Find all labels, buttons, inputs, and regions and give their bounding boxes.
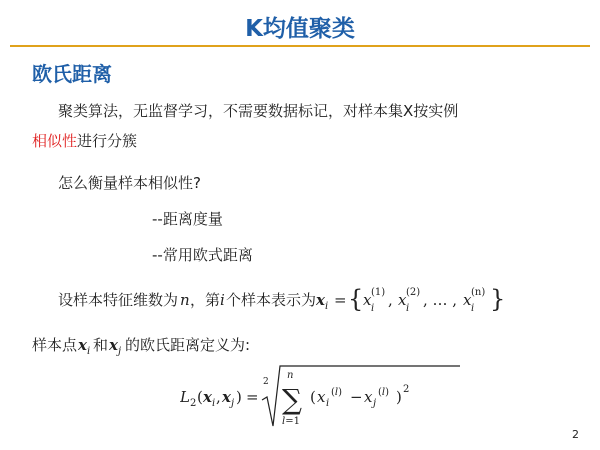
svg-text:(2): (2) (406, 287, 421, 298)
svg-text:n: n (180, 291, 190, 309)
svg-text:}: } (490, 285, 506, 313)
svg-text:，第: ，第 (190, 291, 221, 309)
svg-text:i: i (406, 303, 410, 314)
svg-text:的欧氏距离定义为:: 的欧氏距离定义为: (125, 336, 251, 354)
section-heading: 欧氏距离 (32, 62, 112, 86)
svg-text:,: , (216, 388, 221, 406)
svg-text:, … ,: , … , (423, 291, 458, 309)
setup-formula (58, 284, 588, 318)
svg-text:x: x (398, 291, 407, 309)
euclidean-distance-formula (180, 362, 460, 432)
sum-symbol: ∑ (282, 383, 302, 416)
svg-text:=: = (246, 388, 259, 406)
title-underline (10, 45, 590, 47)
slide-title: K均值聚类 (245, 16, 355, 42)
svg-text:=: = (334, 291, 347, 309)
svg-text:i: i (212, 398, 216, 409)
svg-text:x: x (109, 336, 118, 354)
svg-text:i: i (371, 303, 375, 314)
intro-text-line2 (32, 130, 137, 151)
question-text: 怎么衡量样本相似性? (58, 174, 201, 192)
svg-text:(: ( (310, 388, 316, 406)
svg-text:和: 和 (93, 336, 109, 354)
root-index: 2 (263, 377, 269, 387)
svg-text:(: ( (197, 388, 203, 406)
svg-text:i: i (220, 291, 225, 309)
svg-text:(1): (1) (371, 287, 386, 298)
option-distance-metric: --距离度量 (152, 210, 223, 228)
option-euclidean: --常用欧式距离 (152, 246, 253, 264)
intro-highlight: 相似性 (32, 132, 78, 150)
svg-text:2: 2 (190, 398, 197, 409)
svg-text:j: j (231, 398, 235, 409)
svg-text:L: L (180, 388, 190, 406)
setup-line (58, 285, 588, 318)
svg-text:x: x (364, 388, 373, 406)
svg-text:i: i (471, 303, 475, 314)
svg-text:x: x (222, 388, 231, 406)
svg-text:x: x (317, 388, 326, 406)
svg-text:l=1: l=1 (282, 416, 300, 427)
svg-text:): ) (236, 388, 242, 406)
intro-line2-rest: 进行分簇 (77, 132, 138, 150)
svg-text:i: i (325, 301, 329, 312)
sum-upper-limit: n (287, 370, 294, 381)
definition-line (32, 332, 332, 358)
svg-text:2: 2 (403, 384, 410, 395)
svg-text:{: { (348, 285, 364, 313)
svg-text:j: j (118, 346, 122, 357)
intro-text-line1: 聚类算法，无监督学习，不需要数据标记，对样本集X按实例 (58, 102, 459, 120)
page-number: 2 (572, 428, 579, 441)
svg-text:i: i (87, 346, 91, 357)
svg-text:设样本特征维数为: 设样本特征维数为 (58, 291, 179, 309)
svg-text:(l): (l) (378, 387, 390, 398)
svg-text:样本点: 样本点 (32, 336, 78, 354)
svg-text:(l): (l) (331, 387, 343, 398)
svg-text:−: − (350, 388, 363, 406)
svg-text:i: i (326, 398, 330, 409)
svg-text:x: x (316, 291, 325, 309)
svg-text:(n): (n) (471, 287, 486, 298)
svg-text:x: x (363, 291, 372, 309)
svg-text:x: x (78, 336, 87, 354)
definition-formula (32, 332, 332, 358)
svg-text:x: x (203, 388, 212, 406)
svg-text:x: x (463, 291, 472, 309)
svg-text:j: j (373, 398, 377, 409)
svg-text:): ) (396, 388, 402, 406)
svg-text:个样本表示为: 个样本表示为 (226, 291, 317, 309)
svg-text:,: , (388, 291, 393, 309)
